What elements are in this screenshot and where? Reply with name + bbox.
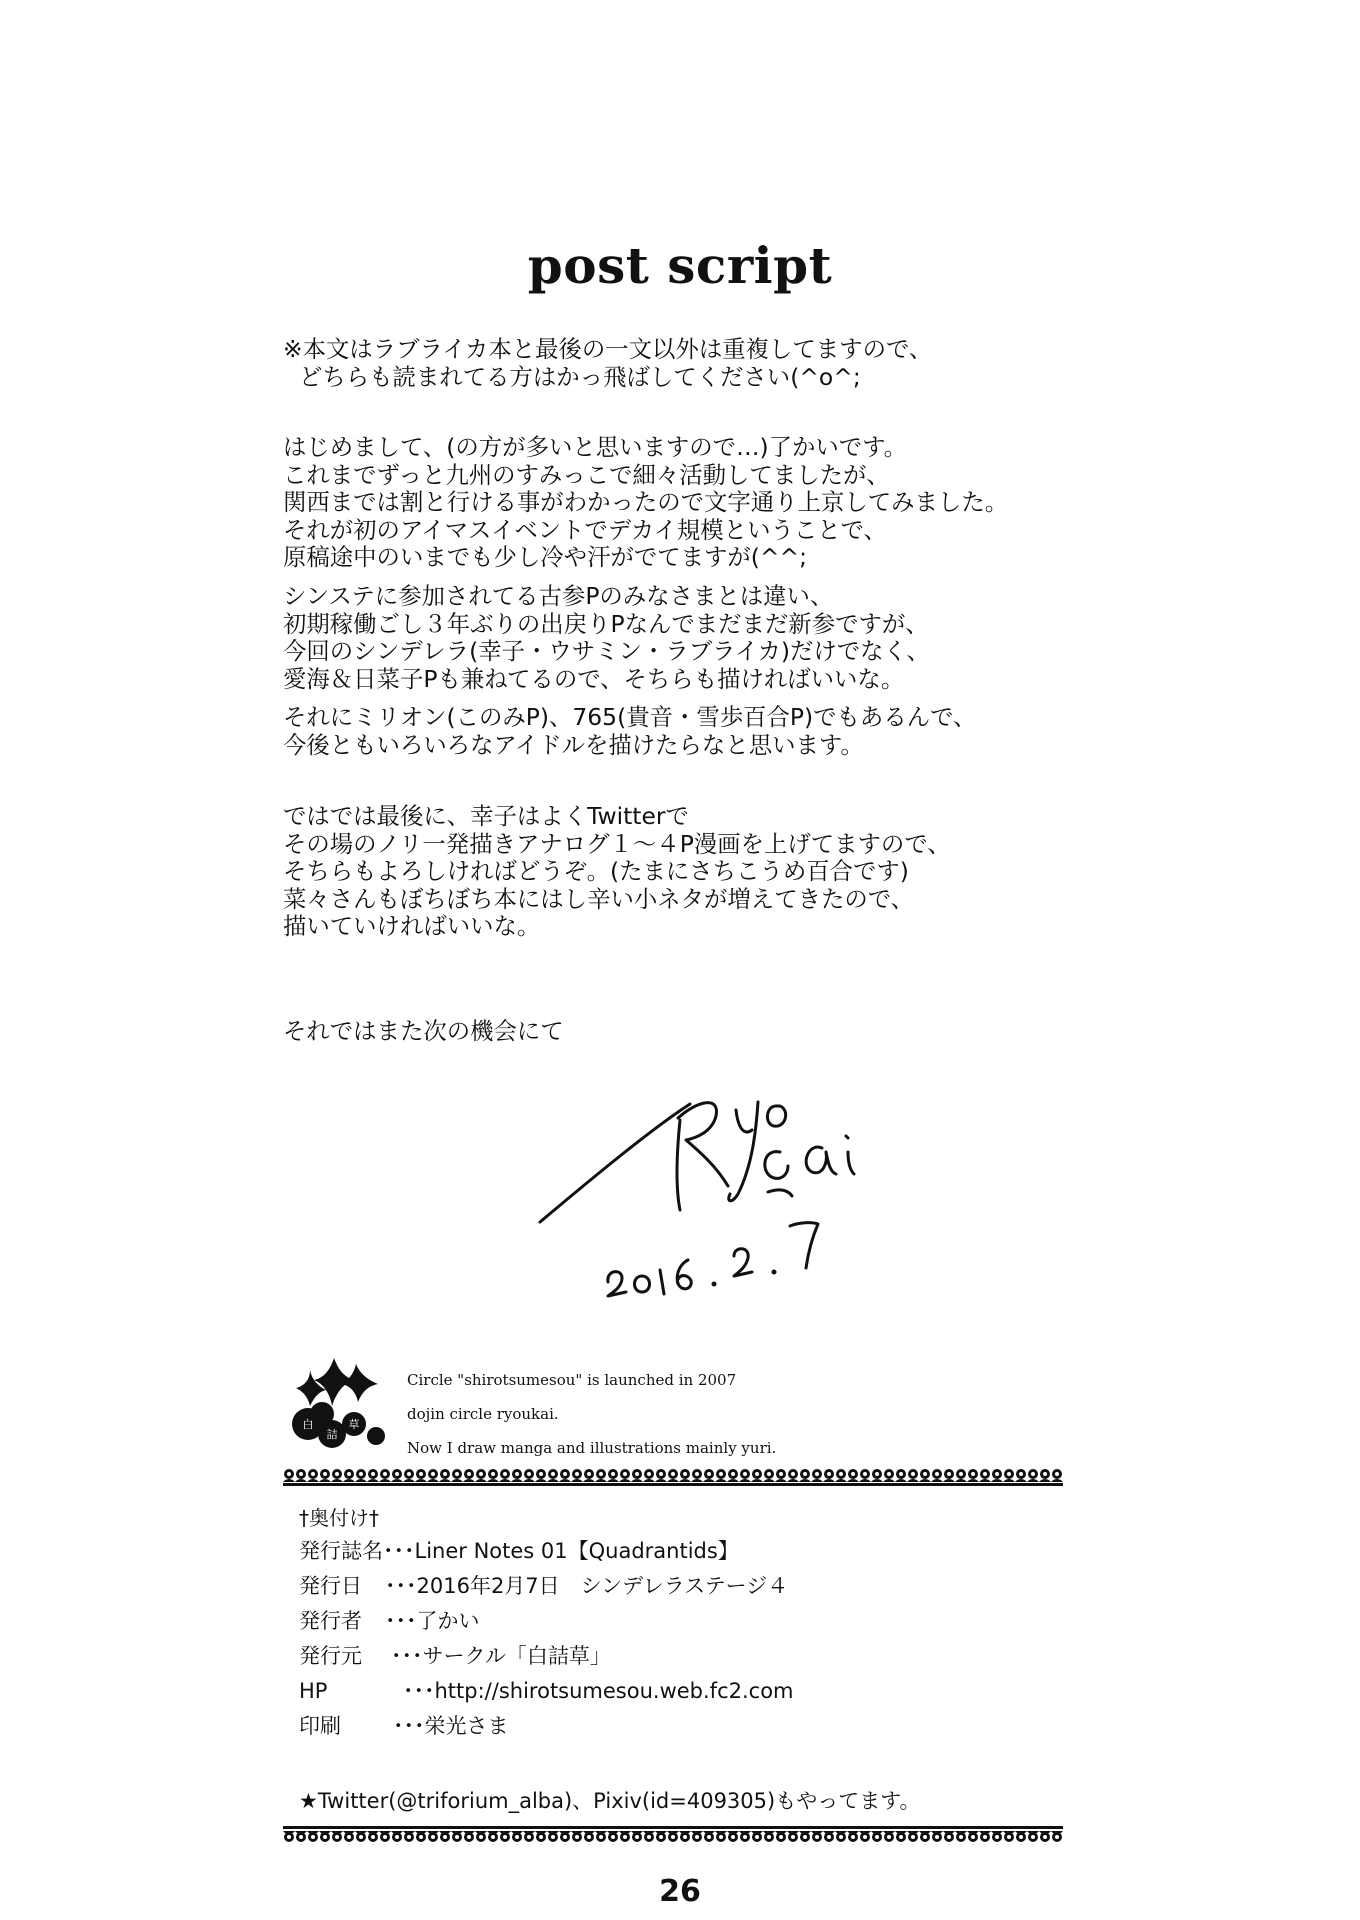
- page-title: post script: [527, 236, 833, 295]
- logo-character: 詰: [326, 1428, 338, 1441]
- text-line: 関西までは割と行ける事がわかったので文字通り上京してみました。: [283, 488, 1009, 516]
- text-line: 今後ともいろいろなアイドルを描けたらなと思います。: [283, 730, 864, 759]
- colophon-label: 発行元: [299, 1644, 362, 1668]
- colophon-label: 発行者: [299, 1609, 362, 1633]
- contact-info: ★Twitter(@triforium_alba)、Pixiv(id=409305)もやってます。: [299, 1789, 921, 1813]
- text-line: それにミリオン(このみP)、765(貴音・雪歩百合P)でもあるんで、: [283, 703, 977, 731]
- text-line: はじめまして、(の方が多いと思いますので…)了かいです。: [283, 433, 908, 461]
- text-line: ※本文はラブライカ本と最後の一文以外は重複してますので、: [283, 335, 933, 363]
- paragraph-farewell: [283, 1018, 1123, 1046]
- logo-character: 草: [348, 1418, 360, 1431]
- logo-character: 白: [302, 1418, 314, 1431]
- text-line: その場のノリ一発描きアナログ１～４P漫画を上げてますので、: [283, 829, 951, 858]
- paragraph-introduction: [283, 434, 1123, 572]
- colophon-value: ･･･サークル「白詰草」: [391, 1644, 611, 1668]
- paragraph-future: [283, 704, 1123, 759]
- text-line: それではまた次の機会にて: [283, 1017, 564, 1045]
- paragraph-note: [283, 336, 1123, 391]
- page-number: 26: [659, 1874, 701, 1909]
- colophon-value: ･･･Liner Notes 01【Quadrantids】: [383, 1539, 739, 1563]
- text-line: これまでずっと九州のすみっこで細々活動してましたが、: [283, 460, 890, 489]
- text-line: 原稿途中のいまでも少し冷や汗がでてますが(^^;: [283, 543, 808, 571]
- colophon-label: 発行日: [299, 1574, 362, 1598]
- colophon-label: 印刷: [299, 1714, 341, 1738]
- circle-logo-icon: [284, 1350, 394, 1460]
- text-line: どちらも読まれてる方はかっ飛ばしてください(^o^;: [299, 362, 861, 391]
- lace-divider-top: [283, 1465, 1063, 1487]
- colophon-heading: †奥付け†: [299, 1506, 379, 1530]
- text-line: 今回のシンデレラ(幸子・ウサミン・ラブライカ)だけでなく、: [283, 637, 930, 665]
- text-line: 菜々さんもぼちぼち本にはし辛い小ネタが増えてきたので、: [283, 884, 915, 913]
- text-line: ではでは最後に、幸子はよくTwitterで: [283, 802, 689, 830]
- text-line: そちらもよろしければどうぞ。(たまにさちこうめ百合です): [283, 857, 909, 885]
- text-line: それが初のアイマスイベントでデカイ規模ということで、: [283, 515, 887, 544]
- text-line: 描いていければいいな。: [283, 912, 541, 940]
- colophon-value: ･･･了かい: [385, 1609, 480, 1633]
- colophon-value: ･･･栄光さま: [393, 1714, 509, 1738]
- circle-description: [407, 1363, 776, 1465]
- text-line: 愛海＆日菜子Pも兼ねてるので、そちらも描ければいいな。: [283, 664, 905, 693]
- text-line: dojin circle ryoukai.: [407, 1405, 559, 1423]
- paragraph-participation: [283, 583, 1123, 693]
- handwritten-signature: [530, 1070, 1000, 1300]
- colophon-value: ･･･http://shirotsumesou.web.fc2.com: [403, 1679, 794, 1703]
- text-line: Now I draw manga and illustrations mainly yuri.: [407, 1439, 777, 1457]
- text-line: 初期稼働ごし３年ぶりの出戻りPなんでまだまだ新参ですが、: [283, 609, 929, 638]
- colophon-label: HP: [299, 1679, 328, 1703]
- text-line: シンステに参加されてる古参Pのみなさまとは違い、: [283, 582, 834, 610]
- paragraph-closing: [283, 803, 1123, 941]
- text-line: Circle "shirotsumesou" is launched in 2007: [407, 1371, 737, 1389]
- colophon-value: ･･･2016年2月7日 シンデレラステージ４: [385, 1574, 789, 1598]
- colophon-label: 発行誌名: [299, 1539, 383, 1563]
- lace-divider-bottom: [283, 1826, 1063, 1848]
